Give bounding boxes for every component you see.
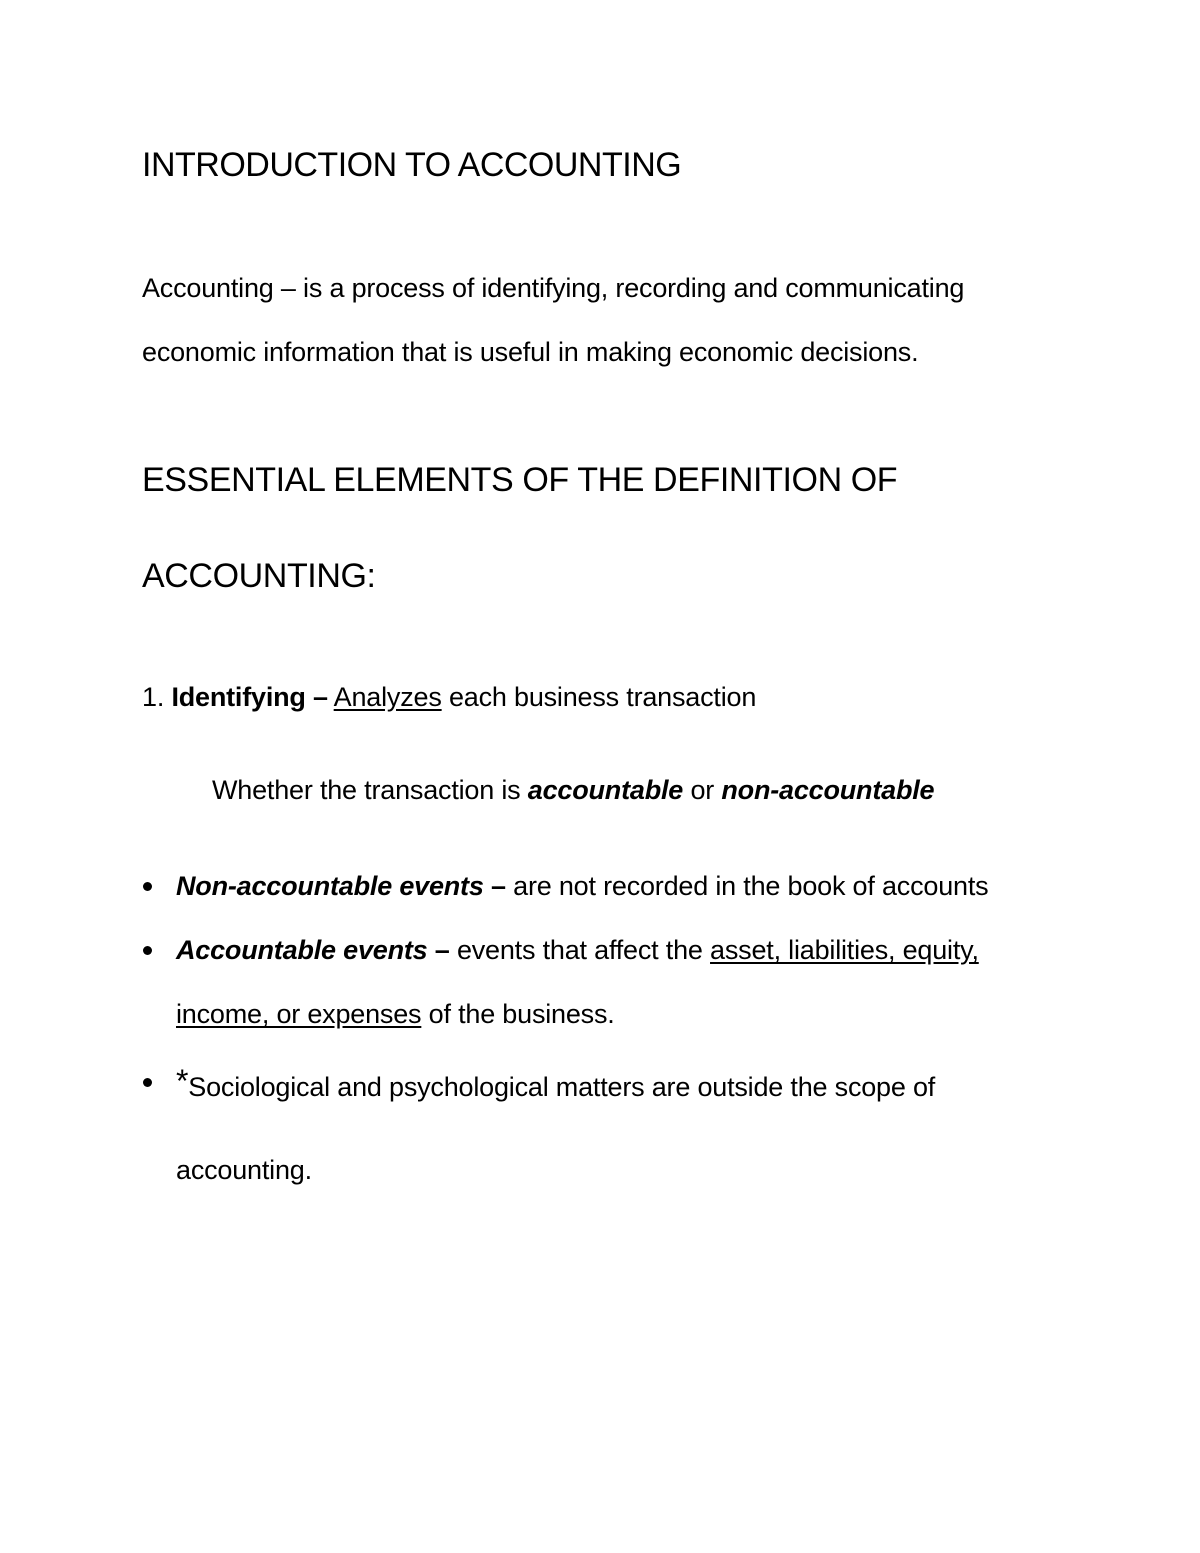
- bullet-item-scope-note: [176, 1063, 936, 1102]
- asterisk-mark: *: [176, 1063, 189, 1099]
- whether-line: [212, 777, 934, 804]
- page-title: INTRODUCTION TO ACCOUNTING: [142, 146, 682, 184]
- numbered-item-1: [142, 684, 756, 711]
- bullet-text: events that affect the: [456, 935, 703, 965]
- section-heading-line-2: ACCOUNTING:: [142, 557, 376, 595]
- definition-line-2: economic information that is useful in making economic decisions.: [142, 337, 919, 367]
- definition-dash: –: [280, 273, 296, 303]
- bullet-underlined-text: asset, liabilities, equity,: [710, 935, 979, 965]
- bullet-text: are not recorded in the book of accounts: [513, 871, 989, 901]
- bullet-item-accountable: [176, 937, 979, 964]
- bullet-item-scope-note-continued: accounting.: [176, 1155, 312, 1185]
- bullet-dash: –: [434, 935, 450, 965]
- bullet-term: Accountable events: [176, 935, 428, 965]
- bullet-text-end: of the business.: [428, 999, 615, 1029]
- section-heading-line-1: ESSENTIAL ELEMENTS OF THE DEFINITION OF: [142, 461, 898, 499]
- whether-or: or: [690, 775, 715, 805]
- bullet-term: Non-accountable events: [176, 871, 484, 901]
- bullet-icon: [143, 1078, 152, 1087]
- bullet-item-accountable-continued: [176, 1001, 615, 1028]
- bullet-item-non-accountable: [176, 873, 988, 900]
- definition-line-1: [142, 275, 964, 302]
- bullet-text: Sociological and psychological matters are outside the scope of: [188, 1072, 936, 1102]
- bullet-dash: –: [490, 871, 506, 901]
- bullet-underlined-text: income, or expenses: [176, 999, 422, 1029]
- item-text: each business transaction: [448, 682, 757, 712]
- whether-option-non-accountable: non-accountable: [721, 775, 935, 805]
- whether-prefix: Whether the transaction is: [212, 775, 521, 805]
- item-term: Identifying –: [171, 682, 328, 712]
- bullet-icon: [143, 946, 152, 955]
- definition-term: Accounting: [142, 273, 274, 303]
- whether-option-accountable: accountable: [527, 775, 684, 805]
- bullet-icon: [143, 882, 152, 891]
- definition-text: is a process of identifying, recording and communicating: [303, 273, 965, 303]
- item-number: 1.: [142, 682, 165, 712]
- item-underlined-word: Analyzes: [333, 682, 442, 712]
